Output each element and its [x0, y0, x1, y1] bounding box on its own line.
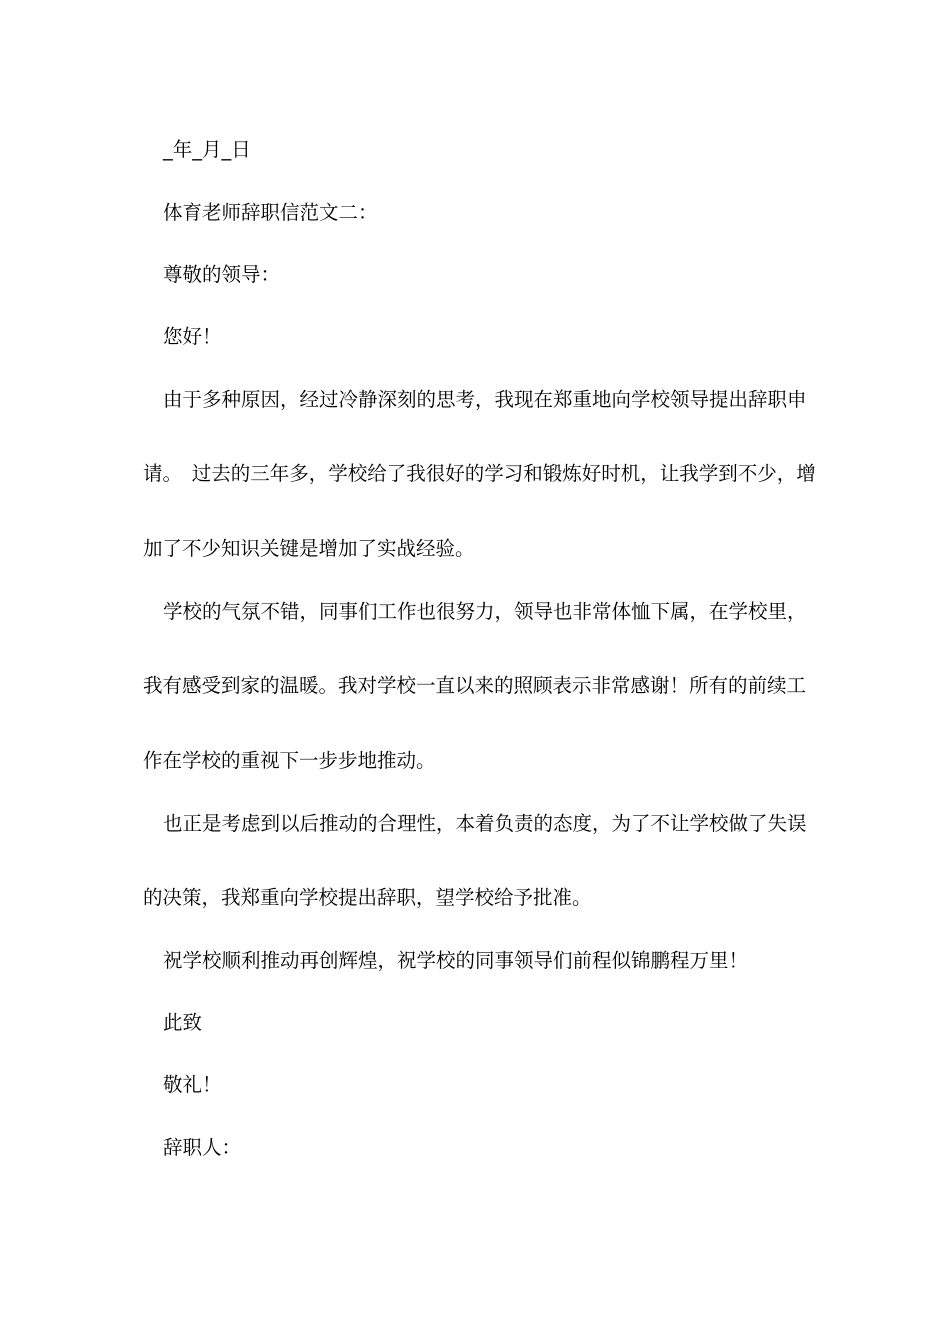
paragraph-2-line-2: 我有感受到家的温暖。我对学校一直以来的照顾表示非常感谢！所有的前续工: [143, 674, 807, 697]
salutation: 尊敬的领导：: [163, 263, 281, 286]
paragraph-3-line-1: 也正是考虑到以后推动的合理性，本着负责的态度，为了不让学校做了失误: [163, 812, 807, 835]
letter-title: 体育老师辞职信范文二：: [163, 201, 378, 224]
closing-line-1: 此致: [163, 1011, 203, 1034]
paragraph-2-line-3: 作在学校的重视下一步步地推动。: [143, 749, 436, 772]
paragraph-2-line-1: 学校的气氛不错，同事们工作也很努力，领导也非常体恤下属，在学校里，: [163, 600, 807, 623]
wishes-line: 祝学校顺利推动再创辉煌，祝学校的同事领导们前程似锦鹏程万里！: [163, 949, 749, 972]
closing-line-2: 敬礼！: [163, 1073, 222, 1096]
date-line: _年_月_日: [163, 138, 251, 161]
paragraph-1-line-2: 请。 过去的三年多，学校给了我很好的学习和锻炼好时机，让我学到不少，增: [143, 462, 816, 485]
signature-line: 辞职人：: [163, 1136, 242, 1159]
paragraph-1-line-1: 由于多种原因，经过冷静深刻的思考，我现在郑重地向学校领导提出辞职申: [163, 388, 807, 411]
paragraph-3-line-2: 的决策，我郑重向学校提出辞职，望学校给予批准。: [143, 886, 592, 909]
greeting: 您好！: [163, 325, 222, 348]
paragraph-1-line-3: 加了不少知识关键是增加了实战经验。: [143, 537, 475, 560]
